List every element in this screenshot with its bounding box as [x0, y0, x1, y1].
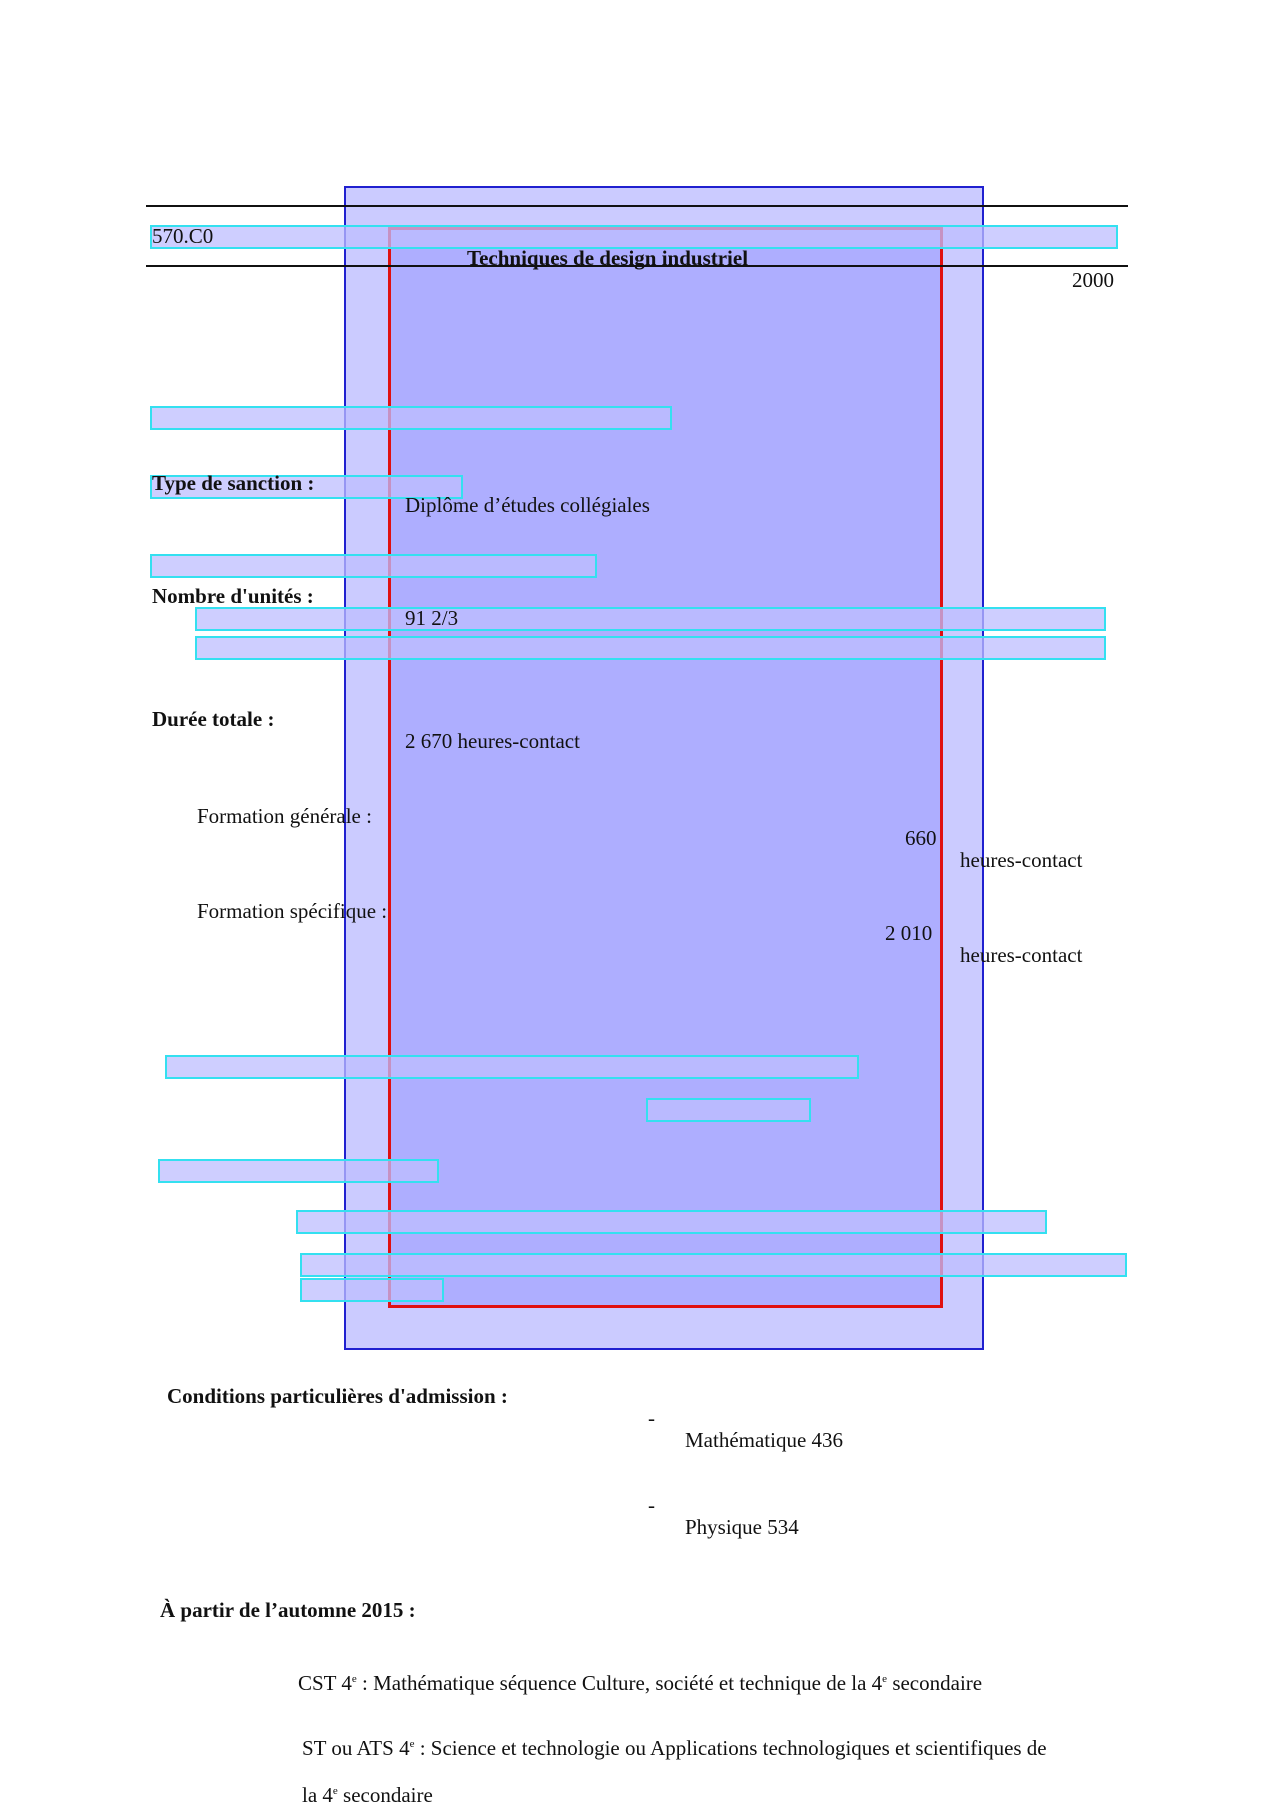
st-prefix: ST ou ATS 4	[302, 1736, 410, 1760]
st-band-1	[302, 1255, 1125, 1275]
cst-prefix: CST 4	[298, 1671, 352, 1695]
specific-band	[197, 638, 1104, 658]
admission-label: Conditions particulières d'admission :	[167, 1384, 508, 1408]
cst-sup2: e	[882, 1673, 888, 1685]
autumn-band	[160, 1161, 437, 1181]
autumn-heading: À partir de l’automne 2015 :	[160, 1598, 416, 1622]
cst-text: : Mathématique séquence Culture, société et technique de la 4	[356, 1671, 883, 1695]
program-code: 570.C0	[152, 224, 214, 248]
duration-band	[152, 556, 595, 576]
admission-item-physics: Physique 534	[685, 1515, 799, 1539]
st-band-2	[302, 1280, 442, 1300]
general-hours: 660	[905, 826, 937, 850]
st-sup: e	[409, 1738, 415, 1750]
units-value: 91 2/3	[405, 606, 459, 630]
sanction-label: Type de sanction :	[152, 471, 315, 495]
cst-end: secondaire	[887, 1671, 983, 1695]
duration-value: 2 670 heures-contact	[405, 729, 580, 753]
cst-sup: e	[351, 1673, 357, 1685]
sanction-band	[152, 408, 670, 428]
header-top-rule	[146, 205, 1128, 207]
admission-bullet-1: -	[648, 1406, 655, 1430]
physics-band	[648, 1100, 809, 1120]
specific-label: Formation spécifique :	[197, 899, 388, 923]
cst-line	[298, 1672, 1275, 1694]
units-label: Nombre d'unités :	[152, 584, 314, 608]
sanction-value: Diplôme d’études collégiales	[405, 493, 650, 517]
duration-label: Durée totale :	[152, 707, 275, 731]
cst-band	[298, 1212, 1045, 1232]
specific-unit: heures-contact	[960, 943, 1083, 967]
general-unit: heures-contact	[960, 848, 1083, 872]
program-title: Techniques de design industriel	[467, 246, 749, 270]
admission-bullet-2: -	[648, 1493, 655, 1517]
program-year: 2000	[1072, 268, 1114, 292]
admission-item-math: Mathématique 436	[685, 1428, 844, 1452]
st-line-2	[302, 1784, 1275, 1806]
st-line2-end: secondaire	[337, 1783, 433, 1807]
st-text: : Science et technologie ou Applications technologiques et scientifiques de	[414, 1736, 1047, 1760]
st-sup2: e	[332, 1785, 338, 1797]
st-line-1	[302, 1737, 1275, 1759]
specific-hours: 2 010	[885, 921, 933, 945]
st-line2-prefix: la 4	[302, 1783, 333, 1807]
general-label: Formation générale :	[197, 804, 372, 828]
selection-region-inner	[388, 227, 943, 1308]
admission-band	[167, 1057, 857, 1077]
